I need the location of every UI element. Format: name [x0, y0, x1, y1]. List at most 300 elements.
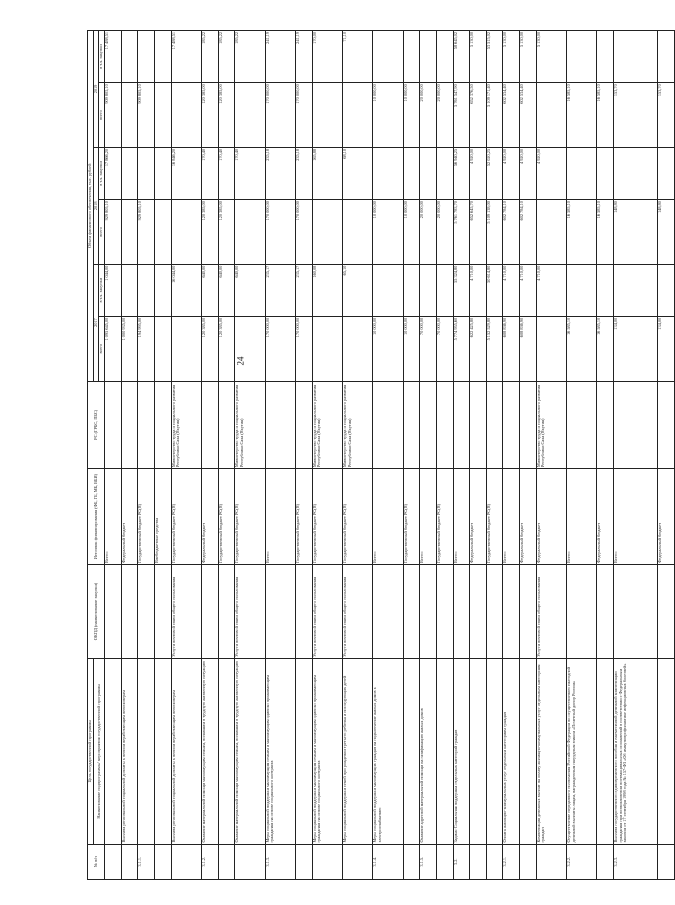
row-name-cell [658, 658, 675, 844]
row-number-cell [597, 844, 614, 879]
table-row [520, 31, 537, 880]
table-row [202, 31, 219, 880]
row-number-cell [403, 844, 420, 879]
value-2017-procurement [138, 264, 155, 316]
row-rs-cell: Министерство труда и социального развития Республики Саха (Якутия) [312, 381, 342, 469]
year-2019-header: 2019 [93, 31, 99, 148]
row-source-cell: Государственный бюджет РС(Я) [342, 469, 372, 565]
table-row [235, 31, 265, 880]
value-2018-procurement [373, 147, 403, 199]
table-row [436, 31, 453, 880]
value-2018-total: 16 585,10 [597, 200, 614, 265]
value-2019-procurement [420, 31, 437, 83]
value-2017-total [235, 316, 265, 381]
page-number: 24 [235, 356, 246, 366]
value-2018-procurement: 235,18 [265, 147, 295, 199]
value-2019-procurement: 170,00 [312, 31, 342, 83]
value-2019-total [121, 83, 138, 148]
value-2019-procurement: 5 130,00 [520, 31, 537, 83]
value-2019-procurement [614, 31, 658, 83]
row-okpd-cell [265, 565, 295, 659]
row-okpd-cell [597, 565, 614, 659]
row-number-cell: 3.1.4. [373, 844, 403, 879]
value-2017-total: 1 095 645,00 [105, 316, 122, 381]
row-okpd-cell [218, 565, 235, 659]
row-rs-cell [138, 381, 155, 469]
row-name-cell: Оплата жилищно-коммунальных услуг отдельным категориям граждан [503, 658, 520, 844]
value-2017-procurement [436, 264, 453, 316]
value-2017-procurement [420, 264, 437, 316]
value-2018-total: 148,80 [658, 200, 675, 265]
value-2017-total: 10 000,00 [373, 316, 403, 381]
table-row [342, 31, 372, 880]
row-name-cell: Компенсация денежных выплат на оплату жилищно-коммунальных услуг отдельным категориям граждан [536, 658, 566, 844]
row-name-cell [218, 658, 235, 844]
col-rs-header: РС (ГРБС, ПБС) [88, 381, 105, 469]
value-2019-procurement: 5 130,00 [470, 31, 487, 83]
row-okpd-cell [658, 565, 675, 659]
row-source-cell: Федеральный бюджет [536, 469, 566, 565]
row-rs-cell [105, 381, 122, 469]
value-2018-procurement: 170,40 [218, 147, 235, 199]
value-2018-total: 170 000,00 [265, 200, 295, 265]
value-2017-total: 120 385,00 [202, 316, 219, 381]
row-rs-cell [658, 381, 675, 469]
value-2018-procurement [614, 147, 658, 199]
value-2018-total: 20 000,00 [420, 200, 437, 265]
row-number-cell [105, 844, 122, 879]
value-2018-total: 148,80 [614, 200, 658, 265]
value-2018-total: 5 109 138,00 [486, 200, 503, 265]
row-okpd-cell: Услуги почтовой связи общего пользования [171, 565, 201, 659]
row-name-cell: Меры социальной поддержки малоимущих граждан на подключение жилых домов к электроснабжению [373, 658, 403, 844]
table-row [614, 31, 658, 880]
row-source-cell: Всего: [614, 469, 658, 565]
table-row [403, 31, 420, 880]
value-2017-total: 608 836,90 [503, 316, 520, 381]
row-name-cell: Осуществление переданного полномочия Российской Федерации по осуществлению ежегодной денежной выплаты лицам, награжденным нагрудным знаком «Почетный донор России» [567, 658, 597, 844]
value-2019-total: 153,70 [614, 83, 658, 148]
value-2018-total [235, 200, 265, 265]
table-row [658, 31, 675, 880]
row-number-cell [342, 844, 372, 879]
row-number-cell: 3.1.2. [202, 844, 219, 879]
value-2018-procurement: 4 920,00 [470, 147, 487, 199]
row-okpd-cell [503, 565, 520, 659]
row-rs-cell [520, 381, 537, 469]
row-name-cell: Оказание материальной помощи малоимущим семьям, попавшим в трудную жизненную ситуацию [202, 658, 219, 844]
value-2017-total: 134,00 [614, 316, 658, 381]
col-name-header: Наименование подпрограммы/ мероприятия государственной программы [93, 658, 104, 844]
value-2017-procurement: 1 044,00 [105, 264, 122, 316]
value-2017-total: 194 995,00 [138, 316, 155, 381]
value-2019-total: 153,70 [658, 83, 675, 148]
value-2017-procurement: 55 324,80 [453, 264, 470, 316]
value-2019-total: 909 805,10 [105, 83, 122, 148]
value-2019-procurement: 185,22 [235, 31, 265, 83]
value-2017-procurement: 65,10 [342, 264, 372, 316]
row-rs-cell [567, 381, 597, 469]
row-name-cell: Меры социальной поддержки малоимущим семьям и малоимущим одиноко проживающим гражданам на основе социального контракта [265, 658, 295, 844]
row-rs-cell [453, 381, 470, 469]
row-name-cell [486, 658, 503, 844]
value-2017-total: 16 585,10 [567, 316, 597, 381]
value-2017-procurement [597, 264, 614, 316]
row-source-cell: Государственный бюджет РС(Я) [138, 469, 155, 565]
value-2019-procurement: 58 645,02 [453, 31, 470, 83]
value-2018-procurement [597, 147, 614, 199]
value-2018-procurement: 4 920,00 [503, 147, 520, 199]
row-source-cell: Федеральный бюджет [470, 469, 487, 565]
value-2019-procurement [658, 31, 675, 83]
table-row [295, 31, 312, 880]
value-2019-procurement [155, 31, 172, 83]
value-2019-total: 602 534,40 [520, 83, 537, 148]
row-okpd-cell [295, 565, 312, 659]
value-2019-total [155, 83, 172, 148]
value-2019-procurement [138, 31, 155, 83]
table-row [597, 31, 614, 880]
row-source-cell: Федеральный бюджет [597, 469, 614, 565]
value-2018-procurement [420, 147, 437, 199]
table-row [486, 31, 503, 880]
value-2018-total: 602 784,10 [503, 200, 520, 265]
value-2019-total [171, 83, 201, 148]
value-2018-total: 16 585,10 [567, 200, 597, 265]
row-number-cell [470, 844, 487, 879]
value-2019-procurement [373, 31, 403, 83]
row-number-cell [658, 844, 675, 879]
value-2019-procurement [597, 31, 614, 83]
row-okpd-cell [138, 565, 155, 659]
value-2017-total: 70 000,00 [436, 316, 453, 381]
sub-incl-header: в т.ч. закупки [99, 147, 105, 199]
value-2017-total [155, 316, 172, 381]
value-2017-procurement: 235,17 [265, 264, 295, 316]
value-2019-total: 602 534,40 [503, 83, 520, 148]
row-name-cell [597, 658, 614, 844]
sub-incl-header: в т.ч. закупки [99, 264, 105, 316]
row-number-cell [235, 844, 265, 879]
value-2019-procurement [567, 31, 597, 83]
row-number-cell: 3.2.1. [503, 844, 520, 879]
value-2018-total: 170 000,00 [295, 200, 312, 265]
value-2018-procurement: 68,10 [342, 147, 372, 199]
row-okpd-cell [453, 565, 470, 659]
table-row [121, 31, 138, 880]
value-2019-procurement: 17 488,51 [105, 31, 122, 83]
row-rs-cell [202, 381, 219, 469]
value-2018-procurement [138, 147, 155, 199]
row-rs-cell [614, 381, 658, 469]
value-2018-procurement [121, 147, 138, 199]
row-source-cell: Федеральный бюджет [658, 469, 675, 565]
value-2017-total: 120 385,00 [218, 316, 235, 381]
value-2017-total: 1 000 935,00 [121, 316, 138, 381]
row-source-cell: Государственный бюджет РС(Я) [312, 469, 342, 565]
table-row [536, 31, 566, 880]
table-body [105, 31, 675, 880]
value-2017-procurement [614, 264, 658, 316]
value-2017-total: 16 585,10 [597, 316, 614, 381]
value-2017-total: 70 000,00 [420, 316, 437, 381]
row-okpd-cell: Услуги почтовой связи общего пользования [312, 565, 342, 659]
value-2017-total: 608 836,90 [520, 316, 537, 381]
row-name-cell: Оказание материальной помощи малоимущим семьям, попавшим в трудную жизненную ситуацию [235, 658, 265, 844]
row-number-cell [520, 844, 537, 879]
row-source-cell: Всего: [420, 469, 437, 565]
value-2017-procurement: 4 710,00 [470, 264, 487, 316]
value-2019-total: 5 761 547,90 [453, 83, 470, 148]
value-2018-procurement: 56 940,25 [453, 147, 470, 199]
value-2019-procurement: 5 130,00 [503, 31, 520, 83]
value-2018-procurement: 17 866,20 [105, 147, 122, 199]
value-2017-procurement [403, 264, 420, 316]
row-source-cell: Государственный бюджет РС(Я) [403, 469, 420, 565]
row-name-cell [520, 658, 537, 844]
value-2017-total [171, 316, 201, 381]
value-2019-total: 20 000,00 [420, 83, 437, 148]
value-2018-procurement [436, 147, 453, 199]
value-2018-procurement: 52 020,25 [486, 147, 503, 199]
row-okpd-cell [403, 565, 420, 659]
table-row [503, 31, 520, 880]
value-2017-procurement: 50 614,80 [486, 264, 503, 316]
value-2019-procurement: 17 488,51 [171, 31, 201, 83]
row-rs-cell [503, 381, 520, 469]
row-source-cell: Государственный бюджет РС(Я) [295, 469, 312, 565]
row-source-cell: Федеральный бюджет [202, 469, 219, 565]
value-2018-total: 929 805,10 [105, 200, 122, 265]
row-okpd-cell [420, 565, 437, 659]
row-rs-cell [420, 381, 437, 469]
row-number-cell [171, 844, 201, 879]
value-2018-procurement [658, 147, 675, 199]
row-rs-cell [486, 381, 503, 469]
row-name-cell: Оказание адресной материальной помощи на газификацию жилых домов [420, 658, 437, 844]
value-2019-procurement: 185,22 [202, 31, 219, 83]
value-2019-total: 20 000,00 [436, 83, 453, 148]
row-name-cell [295, 658, 312, 844]
value-2019-total: 120 385,00 [218, 83, 235, 148]
sub-total-header: всего [99, 200, 105, 265]
row-name-cell [403, 658, 420, 844]
value-2017-procurement: 160,08 [312, 264, 342, 316]
row-name-cell: Меры социальной поддержки малоимущим семьям и малоимущим одиноко проживающим гражданам на основе социального контракта [312, 658, 342, 844]
row-source-cell: Государственный бюджет РС(Я) [218, 469, 235, 565]
row-name-cell: Задача: Социальная поддержка отдельных категорий граждан [453, 658, 470, 844]
value-2017-procurement [155, 264, 172, 316]
value-2018-procurement [567, 147, 597, 199]
value-2019-total: 909 805,10 [138, 83, 155, 148]
row-okpd-cell [373, 565, 403, 659]
table-row [312, 31, 342, 880]
row-okpd-cell [614, 565, 658, 659]
row-source-cell: Государственный бюджет РС(Я) [235, 469, 265, 565]
row-name-cell: Меры социальной поддержки семей при рождении третьего ребенка и последующих детей [342, 658, 372, 844]
row-rs-cell: Министерство труда и социального развития Республики Саха (Якутия) [536, 381, 566, 469]
value-2019-procurement: 185,22 [218, 31, 235, 83]
value-2019-procurement [121, 31, 138, 83]
value-2017-procurement [373, 264, 403, 316]
row-rs-cell [403, 381, 420, 469]
value-2018-procurement: 170,40 [235, 147, 265, 199]
row-rs-cell [436, 381, 453, 469]
value-2019-procurement [403, 31, 420, 83]
value-2018-procurement: 16 846,20 [171, 147, 201, 199]
value-2018-total: 602 784,10 [520, 200, 537, 265]
value-2017-procurement [121, 264, 138, 316]
row-okpd-cell [520, 565, 537, 659]
col-goal-header: Цель государственной программы [88, 658, 94, 844]
value-2018-procurement: 4 920,00 [520, 147, 537, 199]
value-2017-procurement [658, 264, 675, 316]
row-rs-cell: Министерство труда и социального развития Республики Саха (Якутия) [235, 381, 265, 469]
value-2017-total: 622 425,80 [470, 316, 487, 381]
table-row [373, 31, 403, 880]
row-name-cell: Выплата региональной социальной доплаты к пенсии неработающим пенсионерам [121, 658, 138, 844]
table-row [218, 31, 235, 880]
row-rs-cell [597, 381, 614, 469]
row-name-cell: Выплата региональной социальной доплаты к пенсии неработающим пенсионерам [171, 658, 201, 844]
value-2017-procurement: 640,00 [202, 264, 219, 316]
row-source-cell: Всего: [105, 469, 122, 565]
row-okpd-cell [567, 565, 597, 659]
row-number-cell [218, 844, 235, 879]
row-okpd-cell [470, 565, 487, 659]
value-2017-procurement: 235,17 [295, 264, 312, 316]
row-number-cell [436, 844, 453, 879]
row-rs-cell: Министерство труда и социального развития Республики Саха (Якутия) [342, 381, 372, 469]
row-rs-cell [155, 381, 172, 469]
value-2017-total: 170 000,00 [295, 316, 312, 381]
row-name-cell [155, 658, 172, 844]
value-2018-procurement: 165,88 [312, 147, 342, 199]
table-row [171, 31, 201, 880]
value-2017-total: 134,00 [658, 316, 675, 381]
value-2018-total: 10 000,00 [373, 200, 403, 265]
year-2017-header: 2017 [93, 264, 99, 381]
table-row [420, 31, 437, 880]
col-finance-header: Объем финансового обеспечения, тыс. рублей [88, 31, 94, 382]
row-number-cell: 3.1.5. [420, 844, 437, 879]
table-row [138, 31, 155, 880]
value-2018-total: 120 385,00 [202, 200, 219, 265]
value-2019-total [536, 83, 566, 148]
value-2017-total [342, 316, 372, 381]
value-2018-total: 20 000,00 [436, 200, 453, 265]
value-2017-procurement: 16 044,00 [171, 264, 201, 316]
row-number-cell [121, 844, 138, 879]
value-2019-total: 170 000,00 [295, 83, 312, 148]
row-name-cell [436, 658, 453, 844]
value-2017-total: 10 000,00 [403, 316, 420, 381]
value-2018-procurement: 170,40 [202, 147, 219, 199]
value-2019-total: 120 385,00 [202, 83, 219, 148]
row-okpd-cell [155, 565, 172, 659]
row-source-cell: Внебюджетные средства [155, 469, 172, 565]
value-2018-procurement: 235,18 [295, 147, 312, 199]
table-row [105, 31, 122, 880]
row-number-cell [155, 844, 172, 879]
value-2017-procurement: 4 710,00 [520, 264, 537, 316]
value-2019-total [342, 83, 372, 148]
row-rs-cell: Министерство труда и социального развития Республики Саха (Якутия) [171, 381, 201, 469]
row-rs-cell [373, 381, 403, 469]
value-2019-total: 652 376,50 [470, 83, 487, 148]
value-2019-total [312, 83, 342, 148]
row-source-cell: Государственный бюджет РС(Я) [436, 469, 453, 565]
sub-total-header: всего [99, 316, 105, 381]
value-2019-total: 5 109 171,40 [486, 83, 503, 148]
value-2017-procurement: 640,00 [235, 264, 265, 316]
value-2018-total [171, 200, 201, 265]
value-2018-total: 929 805,10 [138, 200, 155, 265]
value-2019-procurement: 241,19 [295, 31, 312, 83]
row-source-cell: Федеральный бюджет [520, 469, 537, 565]
row-number-cell [295, 844, 312, 879]
value-2017-procurement: 4 710,00 [503, 264, 520, 316]
row-number-cell: 3.2.2. [567, 844, 597, 879]
row-number-cell [536, 844, 566, 879]
row-okpd-cell [202, 565, 219, 659]
value-2017-total [312, 316, 342, 381]
row-rs-cell [265, 381, 295, 469]
table-row [470, 31, 487, 880]
row-okpd-cell: Услуги почтовой связи общего пользования [342, 565, 372, 659]
row-rs-cell [470, 381, 487, 469]
table-row [567, 31, 597, 880]
table-row [155, 31, 172, 880]
value-2018-procurement [403, 147, 420, 199]
row-name-cell: Выплата государственного единовременного пособия и ежемесячной денежной компенсации гражданам при возникновении поствакцинальных осложнений в соответствии с Федеральным законом от 17 сентября 1998 года № 157-ФЗ «Об иммунопрофилактике инфекционных болезней» [614, 658, 658, 844]
row-name-cell [470, 658, 487, 844]
value-2018-total [312, 200, 342, 265]
row-number-cell: 3.1.3. [265, 844, 295, 879]
value-2017-procurement: 640,00 [218, 264, 235, 316]
row-source-cell: Всего: [503, 469, 520, 565]
row-number-cell: 3.1.1. [138, 844, 155, 879]
value-2018-total [536, 200, 566, 265]
col-source-header: Источник финансирования (ФБ, ГБ, МБ, ВБИ) [88, 469, 105, 565]
value-2019-total: 10 000,00 [373, 83, 403, 148]
value-2019-total: 10 000,00 [403, 83, 420, 148]
row-source-cell: Всего: [265, 469, 295, 565]
financing-table [87, 30, 675, 880]
row-source-cell: Государственный бюджет РС(Я) [486, 469, 503, 565]
row-okpd-cell: Услуги почтовой связи общего пользования [235, 565, 265, 659]
row-number-cell: 3.2. [453, 844, 470, 879]
value-2019-total: 16 585,10 [567, 83, 597, 148]
row-source-cell: Всего: [567, 469, 597, 565]
row-number-cell [312, 844, 342, 879]
row-rs-cell [295, 381, 312, 469]
year-2018-header: 2018 [93, 147, 99, 264]
value-2019-procurement: 53 515,02 [486, 31, 503, 83]
sub-total-header: всего [99, 83, 105, 148]
value-2017-procurement: 4 710,00 [536, 264, 566, 316]
value-2018-total [342, 200, 372, 265]
value-2019-procurement: 5 130,00 [536, 31, 566, 83]
col-okpd-header: ОКПД (наименование закупки) [88, 565, 105, 659]
row-source-cell: Всего: [373, 469, 403, 565]
value-2018-total: 5 761 783,70 [453, 200, 470, 265]
value-2017-total [536, 316, 566, 381]
value-2019-procurement: 241,19 [265, 31, 295, 83]
row-okpd-cell [436, 565, 453, 659]
value-2018-total: 10 000,00 [403, 200, 420, 265]
value-2019-total [235, 83, 265, 148]
